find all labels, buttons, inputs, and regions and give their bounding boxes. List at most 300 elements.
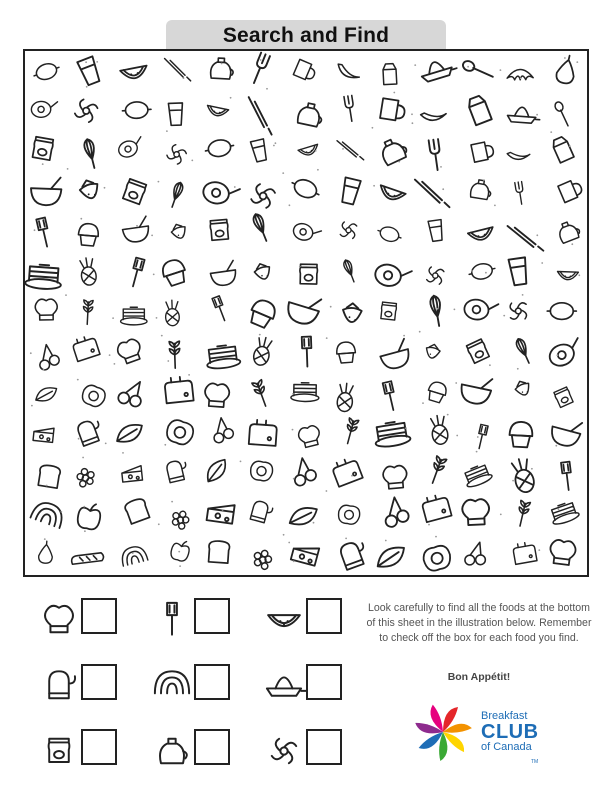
jam-jar-icon — [554, 387, 574, 408]
frying-pan-icon — [373, 262, 412, 290]
rolling-pin-icon — [508, 223, 544, 255]
toaster-icon — [71, 334, 100, 361]
texture-dot — [536, 114, 538, 116]
texture-dot — [77, 379, 79, 381]
pasta-swirl-icon — [339, 221, 358, 240]
spatula-icon — [36, 217, 51, 247]
strawberry-icon — [169, 222, 188, 241]
search-and-find-illustration — [23, 49, 589, 577]
spatula-icon — [302, 337, 312, 367]
checklist-item — [262, 664, 362, 708]
checkbox[interactable] — [194, 598, 230, 634]
texture-dot — [171, 501, 173, 503]
oven-mitt-icon — [37, 664, 81, 708]
syrup-jug-icon — [556, 219, 581, 243]
checkbox[interactable] — [81, 664, 117, 700]
pancake-stack-icon — [205, 344, 241, 370]
milk-carton-icon — [383, 64, 397, 85]
checklist-item — [37, 664, 137, 708]
toast-icon — [208, 540, 230, 563]
texture-dot — [178, 551, 180, 553]
fork-icon — [429, 139, 443, 171]
texture-dot — [43, 369, 45, 371]
spatula-icon — [212, 296, 228, 322]
texture-dot — [158, 523, 160, 525]
strawberry-icon — [425, 343, 442, 360]
spoon-icon — [548, 99, 575, 126]
pancake-stack-icon — [25, 264, 62, 290]
pasta-swirl-icon — [262, 729, 306, 773]
texture-dot — [84, 530, 86, 532]
texture-dot — [259, 334, 261, 336]
texture-dot — [398, 161, 400, 163]
texture-dot — [164, 444, 166, 446]
texture-dot — [556, 354, 558, 356]
pear-icon — [38, 541, 53, 564]
texture-dot — [512, 480, 514, 482]
texture-dot — [289, 204, 291, 206]
texture-dot — [405, 427, 407, 429]
lemon-icon — [289, 175, 322, 202]
texture-dot — [153, 274, 155, 276]
texture-dot — [342, 148, 344, 150]
grapes-icon — [171, 510, 191, 530]
pancake-stack-icon — [548, 500, 580, 526]
texture-dot — [292, 393, 294, 395]
texture-dot — [536, 234, 538, 236]
texture-dot — [435, 536, 437, 538]
cheese-icon — [291, 542, 319, 566]
texture-dot — [313, 522, 315, 524]
logo-line-1: Breakfast — [481, 710, 528, 722]
texture-dot — [428, 524, 430, 526]
chef-hat-icon — [115, 337, 144, 365]
texture-dot — [456, 435, 458, 437]
texture-dot — [191, 160, 193, 162]
syrup-jug-icon — [210, 58, 233, 80]
juice-glass-icon — [509, 257, 529, 285]
texture-dot — [30, 352, 32, 354]
juice-glass-icon — [250, 139, 268, 162]
texture-dot — [288, 542, 290, 544]
juicer-icon — [262, 664, 306, 708]
leaf-icon — [290, 503, 317, 528]
chef-hat-icon — [37, 598, 81, 642]
checkbox[interactable] — [81, 598, 117, 634]
syrup-jug-icon — [150, 729, 194, 773]
spatula-icon — [561, 462, 573, 491]
rainbow-icon — [30, 499, 66, 528]
coffee-mug-icon — [293, 59, 317, 82]
pasta-swirl-icon — [426, 266, 444, 284]
jam-jar-icon — [466, 339, 490, 364]
texture-dot — [403, 335, 405, 337]
banana-icon — [421, 105, 447, 125]
texture-dot — [485, 272, 487, 274]
spatula-icon — [383, 381, 398, 411]
pineapple-icon — [252, 336, 273, 367]
coffee-mug-icon — [471, 141, 495, 163]
frying-pan-icon — [546, 337, 585, 369]
banana-icon — [337, 64, 361, 78]
texture-dot — [282, 172, 284, 174]
wheat-icon — [252, 380, 270, 408]
texture-dot — [419, 331, 421, 333]
texture-dot — [67, 168, 69, 170]
jam-jar-icon — [32, 137, 54, 161]
texture-dot — [78, 438, 80, 440]
muffin-icon — [247, 297, 278, 330]
pancake-stack-icon — [121, 307, 147, 325]
checkbox[interactable] — [194, 729, 230, 765]
texture-dot — [571, 243, 573, 245]
texture-dot — [83, 506, 85, 508]
jam-jar-icon — [380, 302, 396, 320]
texture-dot — [500, 514, 502, 516]
texture-dot — [85, 61, 87, 63]
lemon-icon — [376, 224, 403, 245]
texture-dot — [34, 229, 36, 231]
spatula-icon — [129, 258, 145, 288]
pineapple-icon — [79, 257, 98, 286]
fork-icon — [250, 53, 270, 85]
whisk-icon — [342, 259, 357, 283]
pear-icon — [555, 54, 578, 85]
leaf-icon — [36, 385, 57, 404]
grapes-icon — [74, 467, 97, 490]
texture-dot — [31, 405, 33, 407]
texture-dot — [82, 457, 84, 459]
texture-dot — [569, 145, 571, 147]
texture-dot — [476, 451, 478, 453]
texture-dot — [471, 270, 473, 272]
leaf-icon — [117, 422, 142, 445]
checkbox[interactable] — [306, 729, 342, 765]
juice-glass-icon — [77, 56, 101, 86]
pancake-stack-icon — [462, 462, 493, 489]
muffin-icon — [78, 223, 100, 246]
oven-mitt-icon — [166, 459, 189, 483]
juice-glass-icon — [340, 177, 361, 205]
texture-dot — [372, 127, 374, 129]
muffin-icon — [509, 421, 533, 447]
pasta-swirl-icon — [165, 143, 187, 165]
egg-icon — [337, 504, 361, 525]
cheese-icon — [121, 466, 142, 482]
strawberry-icon — [342, 303, 362, 323]
frying-pan-icon — [31, 101, 58, 118]
instructions-text: Look carefully to find all the foods at the bottom of this sheet in the illustration below. Remember to check off the box for each food you find. — [366, 602, 592, 644]
juicer-icon — [419, 56, 458, 83]
texture-dot — [489, 364, 491, 366]
texture-dot — [109, 354, 111, 356]
juice-glass-icon — [428, 220, 444, 242]
milk-carton-icon — [551, 136, 574, 163]
apple-icon — [76, 501, 102, 530]
texture-dot — [494, 205, 496, 207]
texture-dot — [538, 549, 540, 551]
texture-dot — [299, 266, 301, 268]
leaf-icon — [378, 545, 404, 569]
texture-dot — [373, 185, 375, 187]
texture-dot — [414, 64, 416, 66]
texture-dot — [234, 186, 236, 188]
watermelon-icon — [557, 271, 578, 280]
texture-dot — [517, 368, 519, 370]
checkbox[interactable] — [194, 664, 230, 700]
jam-jar-icon — [300, 264, 318, 284]
texture-dot — [166, 130, 168, 132]
chef-hat-icon — [297, 424, 322, 448]
whisk-icon — [83, 138, 99, 169]
texture-dot — [132, 552, 134, 554]
checkbox[interactable] — [306, 598, 342, 634]
lemon-icon — [204, 137, 235, 158]
texture-dot — [326, 490, 328, 492]
texture-dot — [345, 538, 347, 540]
texture-dot — [454, 309, 456, 311]
texture-dot — [522, 294, 524, 296]
checkbox[interactable] — [81, 729, 117, 765]
doodle-field — [25, 51, 587, 575]
texture-dot — [260, 59, 262, 61]
texture-dot — [440, 166, 442, 168]
cherries-icon — [117, 377, 147, 409]
texture-dot — [317, 169, 319, 171]
toaster-icon — [164, 376, 194, 404]
spatula-icon — [150, 598, 194, 642]
cheese-icon — [207, 502, 235, 524]
texture-dot — [455, 382, 457, 384]
texture-dot — [503, 315, 505, 317]
lemon-icon — [122, 101, 151, 119]
rolling-pin-icon — [240, 97, 281, 134]
apple-icon — [169, 538, 191, 562]
bowl-icon — [459, 373, 494, 406]
fork-icon — [515, 182, 525, 205]
texture-dot — [315, 150, 317, 152]
texture-dot — [555, 445, 557, 447]
checklist-item — [37, 598, 137, 642]
pineapple-icon — [510, 457, 536, 494]
strawberry-icon — [513, 378, 532, 397]
toast-icon — [124, 497, 151, 524]
texture-dot — [550, 131, 552, 133]
toaster-icon — [512, 541, 537, 564]
coffee-mug-icon — [380, 98, 406, 121]
whisk-icon — [251, 213, 270, 243]
syrup-jug-icon — [378, 135, 409, 165]
syrup-jug-icon — [297, 102, 324, 128]
toaster-icon — [331, 456, 363, 487]
chef-hat-icon — [35, 299, 57, 320]
rainbow-icon — [150, 664, 194, 708]
texture-dot — [151, 235, 153, 237]
pasta-swirl-icon — [250, 183, 275, 208]
texture-dot — [385, 540, 387, 542]
logo-line-3: of Canada — [481, 741, 532, 753]
whisk-icon — [168, 181, 184, 208]
bowl-icon — [377, 338, 411, 371]
egg-icon — [80, 383, 108, 409]
watermelon-icon — [206, 105, 229, 117]
bowl-icon — [284, 291, 322, 328]
pineapple-icon — [429, 414, 449, 445]
texture-dot — [230, 97, 232, 99]
bowl-icon — [30, 177, 61, 206]
wheat-icon — [515, 500, 530, 527]
syrup-jug-icon — [470, 179, 493, 200]
texture-dot — [351, 475, 353, 477]
jam-jar-icon — [122, 179, 146, 205]
rolling-pin-icon — [415, 178, 450, 208]
texture-dot — [122, 452, 124, 454]
texture-dot — [104, 187, 106, 189]
frying-pan-icon — [201, 180, 240, 209]
cherries-icon — [208, 416, 235, 444]
watermelon-icon — [378, 185, 406, 203]
texture-dot — [483, 179, 485, 181]
muffin-icon — [336, 342, 356, 364]
fork-icon — [344, 95, 356, 121]
jam-jar-icon — [37, 729, 81, 773]
texture-dot — [531, 468, 533, 470]
texture-dot — [221, 63, 223, 65]
pancake-stack-icon — [291, 383, 319, 402]
texture-dot — [156, 317, 158, 319]
bowl-icon — [209, 260, 237, 287]
pasta-swirl-icon — [74, 98, 99, 123]
texture-dot — [273, 145, 275, 147]
texture-dot — [293, 478, 295, 480]
texture-dot — [330, 306, 332, 308]
whisk-icon — [514, 337, 532, 365]
whisk-icon — [429, 295, 444, 327]
muffin-icon — [160, 257, 188, 287]
texture-dot — [96, 61, 98, 63]
page-title: Search and Find — [222, 24, 390, 47]
muffin-icon — [426, 380, 448, 404]
cherries-icon — [379, 495, 410, 528]
checkbox[interactable] — [306, 664, 342, 700]
texture-dot — [558, 508, 560, 510]
egg-icon — [164, 418, 196, 447]
texture-dot — [112, 317, 114, 319]
checklist-item — [150, 729, 250, 773]
egg-icon — [249, 460, 274, 482]
checklist-item — [262, 729, 362, 773]
grapes-icon — [252, 549, 274, 572]
oven-mitt-icon — [250, 500, 274, 524]
texture-dot — [576, 61, 578, 63]
closing-text: Bon Appétit! — [447, 671, 511, 683]
texture-dot — [442, 188, 444, 190]
logo-line-2: CLUB — [481, 721, 539, 743]
texture-dot — [292, 429, 294, 431]
lemon-icon — [547, 303, 576, 320]
texture-dot — [105, 443, 107, 445]
texture-dot — [283, 534, 285, 536]
oven-mitt-icon — [339, 539, 369, 570]
texture-dot — [422, 402, 424, 404]
spoon-icon — [459, 52, 493, 86]
rolling-pin-icon — [337, 139, 364, 162]
banana-icon — [507, 146, 530, 163]
texture-dot — [42, 163, 44, 165]
juicer-icon — [507, 106, 540, 123]
texture-dot — [520, 78, 522, 80]
texture-dot — [60, 511, 62, 513]
texture-dot — [136, 225, 138, 227]
oven-mitt-icon — [76, 418, 104, 446]
texture-dot — [44, 538, 46, 540]
texture-dot — [222, 509, 224, 511]
checklist-item — [150, 598, 250, 642]
wheat-icon — [169, 341, 180, 368]
rainbow-icon — [119, 544, 147, 566]
texture-dot — [266, 88, 268, 90]
texture-dot — [447, 414, 449, 416]
pinwheel-logo-icon — [408, 697, 478, 767]
watermelon-slice-icon — [262, 598, 306, 642]
baguette-icon — [71, 553, 104, 565]
leaf-icon — [205, 460, 229, 482]
rolling-pin-icon — [165, 59, 191, 81]
toaster-icon — [249, 419, 278, 445]
breakfast-club-logo — [408, 697, 548, 767]
toast-icon — [38, 464, 61, 488]
toaster-icon — [421, 493, 452, 522]
texture-dot — [188, 374, 190, 376]
frying-pan-icon — [463, 298, 499, 323]
texture-dot — [240, 461, 242, 463]
texture-dot — [541, 262, 543, 264]
frying-pan-icon — [116, 136, 146, 160]
jam-jar-icon — [210, 219, 229, 240]
texture-dot — [393, 92, 395, 94]
texture-dot — [80, 218, 82, 220]
strawberry-icon — [78, 177, 102, 201]
texture-dot — [167, 360, 169, 362]
pineapple-icon — [336, 383, 354, 413]
pineapple-icon — [165, 300, 179, 326]
texture-dot — [65, 294, 67, 296]
chef-hat-icon — [549, 539, 577, 566]
texture-dot — [183, 77, 185, 79]
egg-icon — [421, 544, 453, 573]
texture-dot — [161, 335, 163, 337]
texture-dot — [46, 485, 48, 487]
chef-hat-icon — [462, 499, 490, 526]
texture-dot — [179, 565, 181, 567]
texture-dot — [293, 560, 295, 562]
texture-dot — [86, 86, 88, 88]
coffee-mug-icon — [558, 178, 584, 203]
texture-dot — [437, 308, 439, 310]
checklist-item — [37, 729, 137, 773]
texture-dot — [412, 122, 414, 124]
cherries-icon — [465, 541, 487, 566]
chef-hat-icon — [382, 465, 407, 489]
wheat-icon — [83, 300, 94, 325]
cheese-icon — [33, 426, 54, 442]
watermelon-icon — [120, 66, 148, 81]
cherries-icon — [34, 342, 61, 371]
checklist-item — [150, 664, 250, 708]
bowl-icon — [121, 216, 150, 243]
texture-dot — [477, 436, 479, 438]
texture-dot — [500, 69, 502, 71]
